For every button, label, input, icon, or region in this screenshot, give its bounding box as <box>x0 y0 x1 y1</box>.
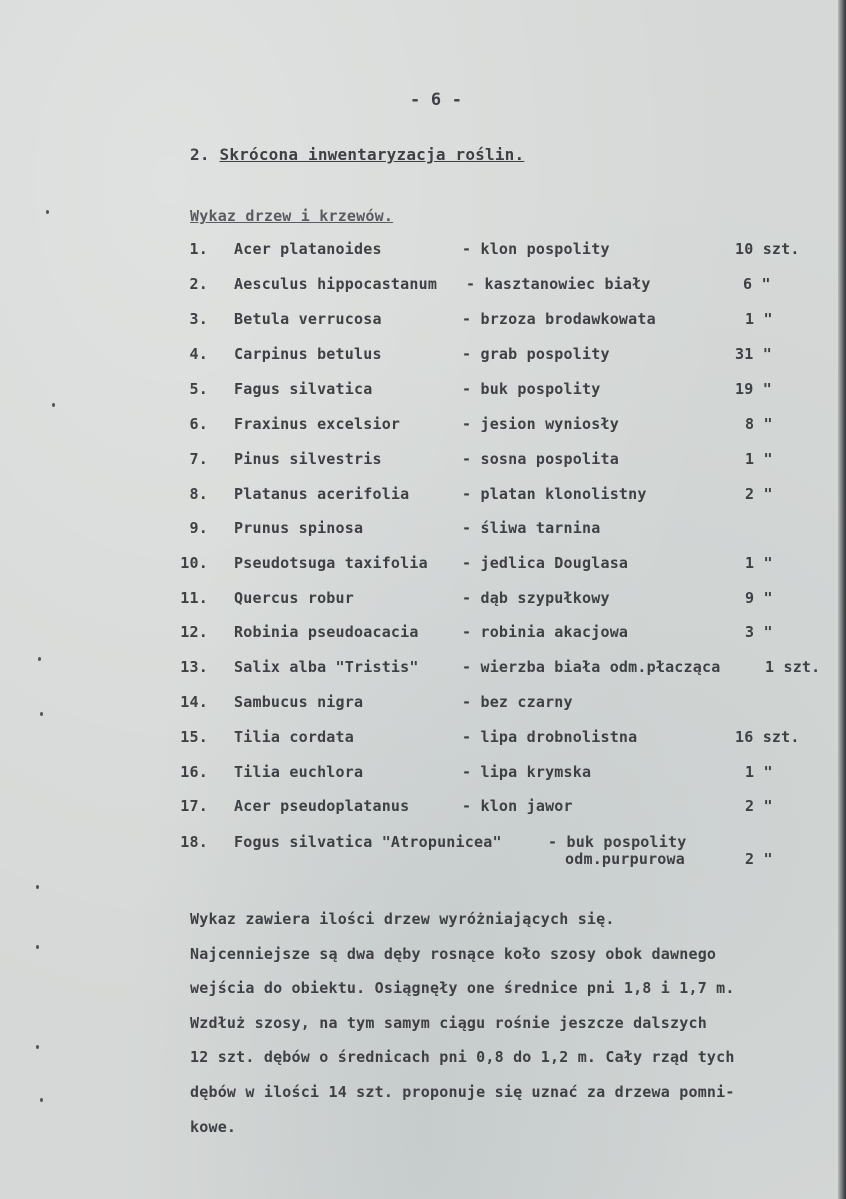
quantity: 9 " <box>745 589 773 607</box>
polish-name: - robinia akacjowa <box>462 623 629 641</box>
item-number: 10. <box>180 554 208 572</box>
list-item <box>0 693 838 727</box>
latin-name: Pseudotsuga taxifolia <box>234 554 428 572</box>
paragraph-line: Wzdłuż szosy, na tym samym ciągu rośnie jeszcze dalszych <box>190 1013 707 1032</box>
polish-name: - klon jawor <box>462 797 573 815</box>
latin-name: Quercus robur <box>234 589 354 607</box>
summary-paragraph <box>190 902 810 1144</box>
section-title: Skrócona inwentaryzacja roślin. <box>219 145 525 164</box>
polish-name: - lipa drobnolistna <box>462 728 638 746</box>
item-number: 1. <box>189 240 208 258</box>
list-item <box>0 658 838 692</box>
latin-name: Acer pseudoplatanus <box>234 797 410 815</box>
latin-name: Carpinus betulus <box>234 345 382 363</box>
item-number: 7. <box>189 450 208 468</box>
quantity: 1 " <box>745 554 773 572</box>
list-item <box>0 728 838 762</box>
latin-name: Salix alba "Tristis" <box>234 658 419 676</box>
quantity: 10 szt. <box>735 240 800 258</box>
polish-name: - jesion wyniosły <box>462 415 619 433</box>
paragraph-line: kowe. <box>190 1117 237 1136</box>
latin-name: Aesculus hippocastanum <box>234 275 438 293</box>
paragraph-line: dębów w ilości 14 szt. proponuje się uznać za drzewa pomni- <box>190 1082 735 1101</box>
list-item <box>0 554 838 588</box>
polish-name: - lipa krymska <box>462 763 592 781</box>
latin-name: Fogus silvatica "Atropunicea" <box>234 833 502 851</box>
margin-speck <box>36 1045 39 1049</box>
polish-name: - grab pospolity <box>462 345 610 363</box>
list-title: Wykaz drzew i krzewów. <box>190 207 394 225</box>
margin-speck <box>40 712 43 716</box>
quantity: 16 szt. <box>735 728 800 746</box>
paragraph-line: 12 szt. dębów o średnicach pni 0,8 do 1,2 m. Cały rząd tych <box>190 1048 735 1067</box>
polish-name: - bez czarny <box>462 693 573 711</box>
item-number: 18. <box>180 833 208 851</box>
item-number: 2. <box>189 275 208 293</box>
quantity: 2 " <box>745 850 773 868</box>
quantity: 1 " <box>745 450 773 468</box>
list-item <box>0 275 838 309</box>
polish-name: - dąb szypułkowy <box>462 589 610 607</box>
quantity: 19 " <box>735 380 772 398</box>
margin-speck <box>38 657 41 661</box>
list-item <box>0 519 838 553</box>
item-number: 13. <box>180 658 208 676</box>
latin-name: Fagus silvatica <box>234 380 373 398</box>
polish-name: - platan klonolistny <box>462 485 647 503</box>
item-number: 4. <box>189 345 208 363</box>
item-number: 14. <box>180 693 208 711</box>
polish-name: - kasztanowiec biały <box>466 275 651 293</box>
polish-name: - śliwa tarnina <box>462 519 601 537</box>
margin-speck <box>40 1098 43 1102</box>
polish-name: - sosna pospolita <box>462 450 619 468</box>
polish-name: - buk pospolity <box>462 380 601 398</box>
list-item <box>0 589 838 623</box>
quantity: 1 szt. <box>765 658 821 676</box>
item-number: 9. <box>189 519 208 537</box>
page-number: - 6 - <box>410 90 463 110</box>
paragraph-line: wejścia do obiektu. Osiągnęły one średnice pni 1,8 i 1,7 m. <box>190 979 735 998</box>
latin-name: Platanus acerifolia <box>234 485 410 503</box>
section-heading <box>190 145 524 164</box>
quantity: 2 " <box>745 797 773 815</box>
list-item <box>0 763 838 797</box>
polish-name: - wierzba biała odm.płacząca <box>462 658 721 676</box>
quantity: 6 " <box>743 275 771 293</box>
item-number: 3. <box>189 310 208 328</box>
latin-name: Sambucus nigra <box>234 693 364 711</box>
quantity: 3 " <box>745 623 773 641</box>
item-number: 15. <box>180 728 208 746</box>
page-edge-shadow <box>838 0 846 1199</box>
margin-speck <box>36 885 39 889</box>
list-item <box>0 415 838 449</box>
latin-name: Pinus silvestris <box>234 450 382 468</box>
latin-name: Acer platanoides <box>234 240 382 258</box>
latin-name: Prunus spinosa <box>234 519 364 537</box>
item-number: 16. <box>180 763 208 781</box>
margin-speck <box>46 210 49 214</box>
polish-name: - brzoza brodawkowata <box>462 310 656 328</box>
item-number: 6. <box>189 415 208 433</box>
item-number: 11. <box>180 589 208 607</box>
polish-name: - buk pospolity <box>548 833 687 851</box>
latin-name: Tilia euchlora <box>234 763 364 781</box>
item-number: 17. <box>180 797 208 815</box>
list-item <box>0 345 838 379</box>
list-item <box>0 797 838 831</box>
list-item <box>0 450 838 484</box>
quantity: 1 " <box>745 763 773 781</box>
list-item <box>0 240 838 274</box>
polish-name: - klon pospolity <box>462 240 610 258</box>
item-number: 12. <box>180 623 208 641</box>
latin-name: Betula verrucosa <box>234 310 382 328</box>
quantity: 31 " <box>735 345 772 363</box>
polish-name-variety: odm.purpurowa <box>565 850 685 868</box>
latin-name: Fraxinus excelsior <box>234 415 401 433</box>
polish-name: - jedlica Douglasa <box>462 554 629 572</box>
item-number: 5. <box>189 380 208 398</box>
list-item <box>0 310 838 344</box>
list-item <box>0 623 838 657</box>
item-number: 8. <box>189 485 208 503</box>
paragraph-line: Wykaz zawiera ilości drzew wyróżniających się. <box>190 910 615 928</box>
quantity: 1 " <box>745 310 773 328</box>
margin-speck <box>52 403 55 407</box>
latin-name: Robinia pseudoacacia <box>234 623 419 641</box>
paragraph-line: Najcenniejsze są dwa dęby rosnące koło szosy obok dawnego <box>190 944 717 963</box>
list-item <box>0 833 838 867</box>
section-number: 2. <box>190 145 210 164</box>
quantity: 8 " <box>745 415 773 433</box>
list-item <box>0 380 838 414</box>
latin-name: Tilia cordata <box>234 728 354 746</box>
quantity: 2 " <box>745 485 773 503</box>
margin-speck <box>36 945 39 949</box>
list-item <box>0 485 838 519</box>
